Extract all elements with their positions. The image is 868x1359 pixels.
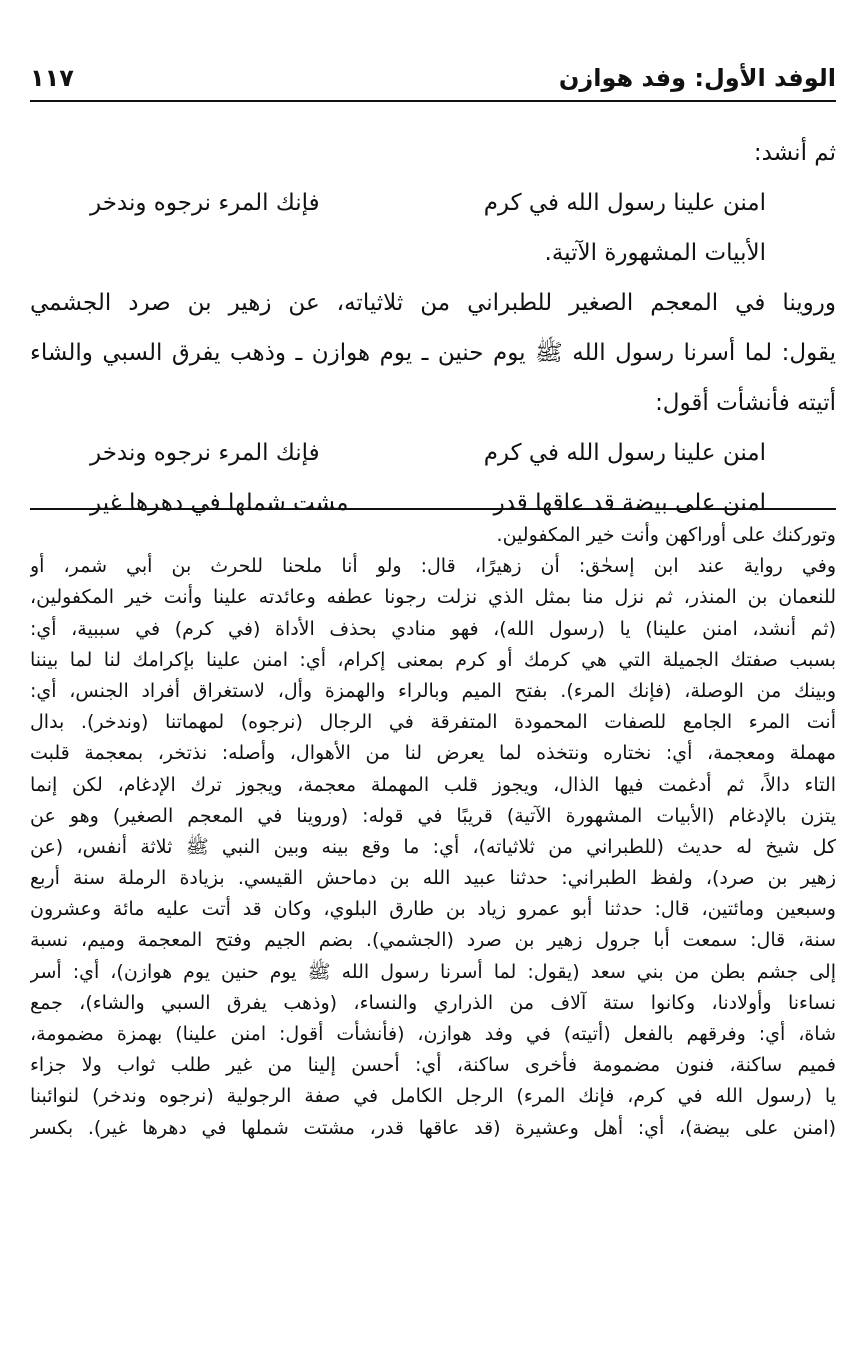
commentary-line: نساءنا وأولادنا، وكانوا ستة آلاف من الذراري والنساء، (وذهب يفرق السبي والشاء)، جمع (30, 991, 836, 1014)
intro-line: ثم أنشد: (753, 140, 836, 166)
commentary-line: بسبب صفتك الجميلة التي هي كرمك أو كرم بمعنى إكرام، أي: امنن علينا بإكرامك لنا لما بيننا (30, 648, 836, 671)
paragraph-line: أتيته فأنشأت أقول: (655, 390, 836, 416)
commentary-line: زهير بن صرد)، ولفظ الطبراني: حدثنا عبيد الله بن دماحش القيسي. بزيادة الرملة سنة أربع (30, 867, 836, 890)
commentary-line: شاة، أي: وفرقهم بالفعل (أتيته) في وفد هوازن، (فأنشأت أقول: امنن علينا) بهمزة مضمومة، (30, 1023, 836, 1045)
page-header (30, 52, 836, 98)
verse-1 (30, 178, 836, 228)
commentary-line: فميم ساكنة، فنون مضمومة فأخرى ساكنة، أي: أحسن إلينا من غير طلب ثواب ولا جزاء (30, 1054, 836, 1077)
commentary-line: يتزن بالإدغام (الأبيات المشهورة الآتية) قريبًا في قوله: (وروينا في المعجم الصغير) وهو عن (30, 804, 836, 827)
verse-1-second-hemistich: فإنك المرء نرجوه وندخر (90, 190, 320, 216)
commentary-line: أنت المرء الجامع للصفات المحمودة المتفرقة في الرجال (نرجوه) لمهماتنا (وندخر). بدال (30, 711, 836, 734)
verse-1-first-hemistich: امنن علينا رسول الله في كرم (483, 190, 766, 216)
commentary-line: التاء دالاً، ثم أدغمت فيها الذال، ويجوز قلب المهملة معجمة، ويجوز ترك الإدغام، لكن إنما (30, 773, 836, 796)
verse-2-second-hemistich: فإنك المرء نرجوه وندخر (90, 440, 320, 466)
commentary-line: وفي رواية عند ابن إسحٰق: أن زهيرًا، قال: ولو أنا ملحنا للحرث بن أبي شمر، أو (30, 555, 836, 578)
commentary-line: (ثم أنشد، امنن علينا) يا (رسول الله)، فهو منادي بحذف الأداة (في كرم) في سببية، أي: (30, 617, 836, 640)
commentary-line: يا (رسول الله في كرم، فإنك المرء) الرجل الكامل في صفة الرجولية (نرجوه وندخر) لنوائبنا (30, 1085, 836, 1108)
main-text (30, 128, 836, 528)
commentary-line: (امنن على بيضة)، أي: أهل وعشيرة (قد عاقها قدر، مشتت شملها في دهرها غير). بكسر (30, 1116, 836, 1139)
commentary-line: مهملة ومعجمة، أي: نختاره ونتخذه لما يعرض لنا من الأهوال، وأصله: نذتخر، بمعجمة قلبت (30, 742, 836, 765)
commentary-line: كل شيخ له حديث (للطبراني من ثلاثياته)، أي: ما وقع بينه وبين النبي ﷺ ثلاثة أنفس، (عن (30, 835, 836, 858)
verse-2-first-hemistich: امنن علينا رسول الله في كرم (483, 440, 766, 466)
header-rule (30, 100, 836, 102)
verse-3-first-hemistich: امنن على بيضة قد عاقها قدر (493, 490, 766, 516)
verse-3-second-hemistich: مشت شملها في دهرها غير (90, 490, 349, 516)
after-verse-line: الأبيات المشهورة الآتية. (544, 240, 766, 266)
commentary (30, 520, 836, 1144)
footnote-separator (30, 508, 836, 510)
commentary-line: وبينك من الوصلة، (فإنك المرء). بفتح الميم وبالراء والهمزة وأل، لاستغراق أفراد الجنس، أي: (30, 679, 836, 702)
commentary-line: للنعمان بن المنذر، ثم نزل منا بمثل الذي نزلت رجونا عطفه وعائدته علينا وأنت خير المكفولين، (30, 586, 836, 609)
commentary-line: سنة، قال: سمعت أبا جرول زهير بن صرد (الجشمي). بضم الجيم وفتح المعجمة وميم، نسبة (30, 929, 836, 952)
page-number: ١١٧ (30, 64, 74, 92)
commentary-line: وتوركنك على أوراكهن وأنت خير المكفولين. (496, 524, 836, 546)
verse-2 (30, 428, 836, 478)
paragraph-line: يقول: لما أسرنا رسول الله ﷺ يوم حنين ـ يوم هوازن ـ وذهب يفرق السبي والشاء (30, 340, 836, 366)
commentary-line: وسبعين ومائتين، قال: حدثنا أبو عمرو زياد بن طارق البلوي، وكان قد أتت عليه مائة وعشرون (30, 898, 836, 921)
paragraph-line: وروينا في المعجم الصغير للطبراني من ثلاثياته، عن زهير بن صرد الجشمي (30, 290, 836, 316)
commentary-line: إلى جشم بطن من بني سعد (يقول: لما أسرنا رسول الله ﷺ يوم حنين يوم هوازن)، أي: أسر (30, 960, 836, 983)
running-title: الوفد الأول: وفد هوازن (558, 64, 836, 92)
